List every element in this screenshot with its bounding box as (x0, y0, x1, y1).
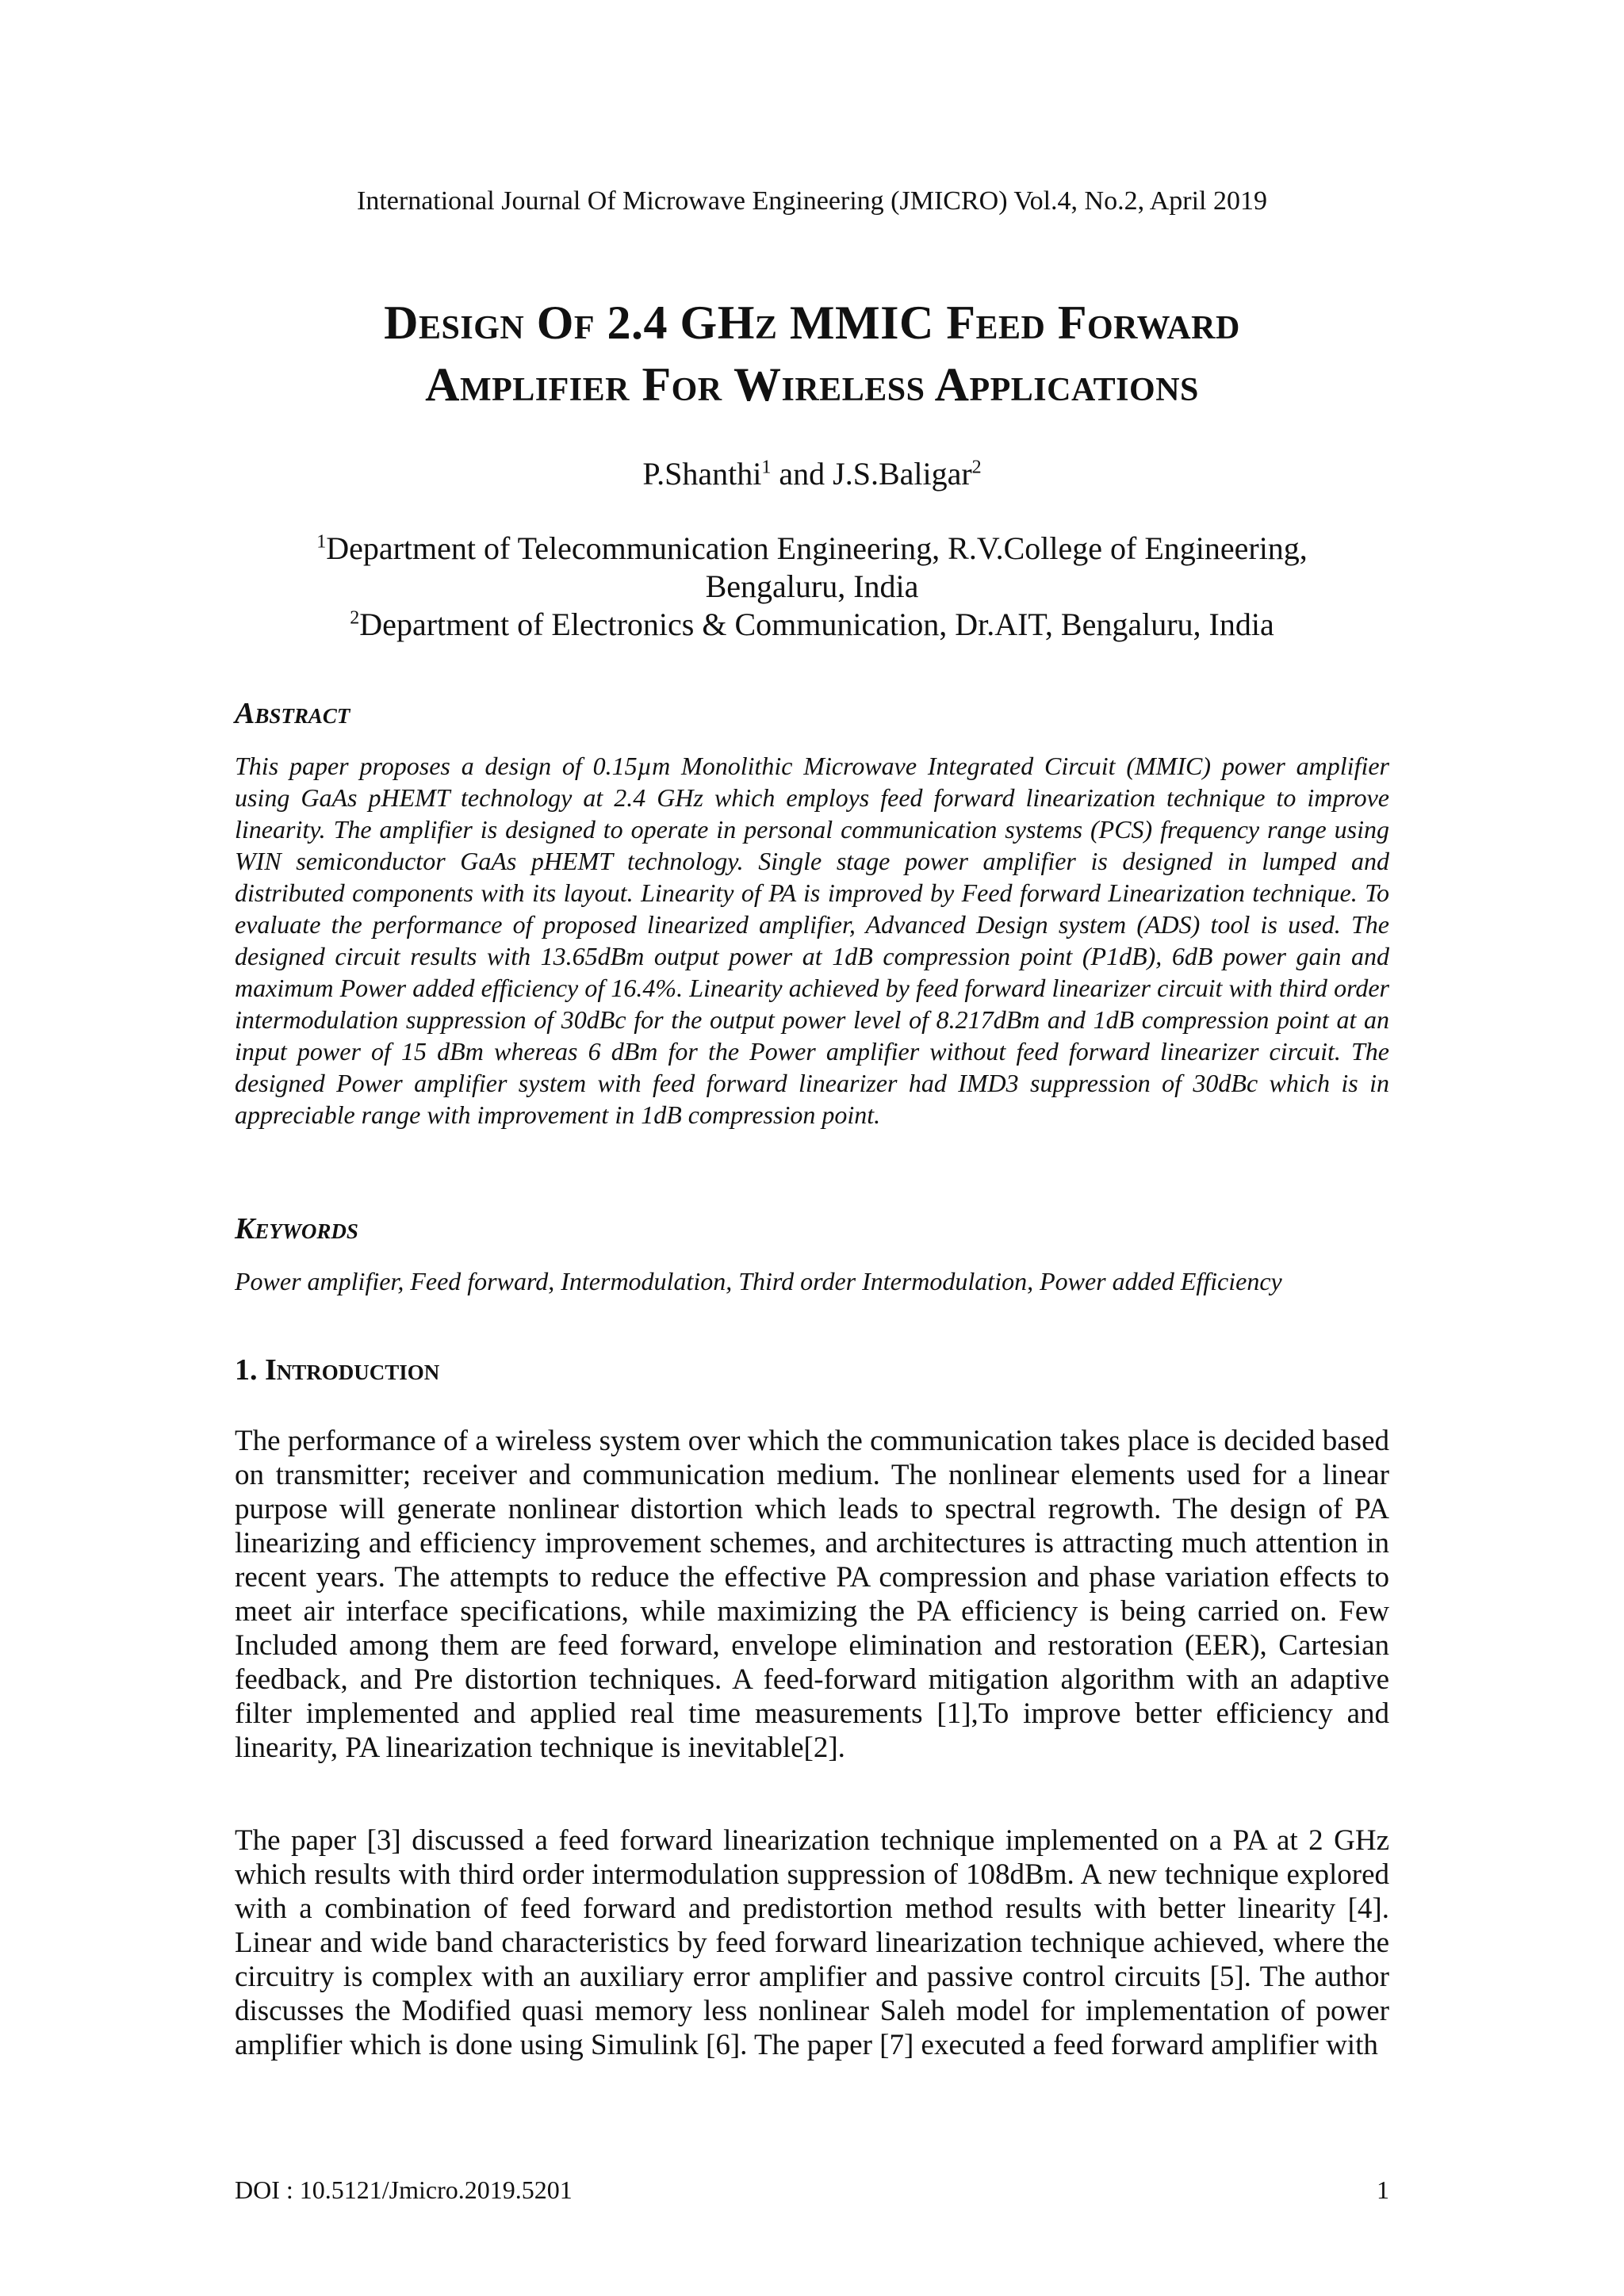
affiliation-2 (159, 606, 1465, 644)
affiliation-1-line-1 (159, 530, 1465, 568)
page-number: 1 (1377, 2175, 1389, 2204)
title-line-1: Design Of 2.4 GHz MMIC Feed Forward (384, 297, 1240, 349)
paper-title (159, 292, 1465, 415)
title-line-2: Amplifier For Wireless Applications (425, 358, 1199, 411)
affiliation-1-superscript: 1 (316, 531, 327, 553)
introduction-paragraph-1: The performance of a wireless system over which the communication takes place is decided based on transmitter; receiver and communication medium. The nonlinear elements used for a linear purpose will generate nonlinear distortion which leads to spectral regrowth. The design of PA linearizing and efficiency improvement schemes, and architectures is attracting much attention in recent years. The attempts to reduce the effective PA compression and phase variation effects to meet air interface specifications, while maximizing the PA efficiency is being carried on. Few Included among them are feed forward, envelope elimination and restoration (EER), Cartesian feedback, and Pre distortion techniques. A feed-forward mitigation algorithm with an adaptive filter implemented and applied real time measurements [1],To improve better efficiency and linearity, PA linearization technique is inevitable[2]. (235, 1425, 1389, 1764)
keywords-body: Power amplifier, Feed forward, Intermodulation, Third order Intermodulation, Power added Efficiency (235, 1267, 1282, 1295)
author-list (0, 453, 1624, 495)
affiliation-2-text: Department of Electronics & Communication, Dr.AIT, Bengaluru, India (359, 607, 1274, 642)
affiliation-2-superscript: 2 (350, 607, 360, 629)
journal-header: International Journal Of Microwave Engineering (JMICRO) Vol.4, No.2, April 2019 (357, 186, 1267, 216)
affiliation-1-line-2: Bengaluru, India (705, 568, 919, 604)
footer-doi: DOI : 10.5121/Jmicro.2019.5201 (235, 2175, 573, 2204)
affiliations (159, 530, 1465, 644)
author-2-superscript: 2 (971, 457, 982, 478)
introduction-paragraph-2: The paper [3] discussed a feed forward linearization technique implemented on a PA at 2 GHz which results with third order intermodulation suppression of 108dBm. A new technique explored with a combination of feed forward and predistortion method results with better linearity [4]. Linear and wide band characteristics by feed forward linearization technique achieved, where the circuitry is complex with an auxiliary error amplifier and passive control circuits [5]. The author discusses the Modified quasi memory less nonlinear Saleh model for implementation of power amplifier which is done using Simulink [6]. The paper [7] executed a feed forward amplifier with (235, 1824, 1389, 2061)
author-1: P.Shanthi (642, 456, 762, 492)
abstract-body: This paper proposes a design of 0.15µm Monolithic Microwave Integrated Circuit (MMIC) power amplifier using GaAs pHEMT technology at 2.4 GHz which employs feed forward linearization technique to improve linearity. The amplifier is designed to operate in personal communication systems (PCS) frequency range using WIN semiconductor GaAs pHEMT technology. Single stage power amplifier is designed in lumped and distributed components with its layout. Linearity of PA is improved by Feed forward Linearization technique. To evaluate the performance of proposed linearized amplifier, Advanced Design system (ADS) tool is used. The designed circuit results with 13.65dBm output power at 1dB compression point (P1dB), 6dB power gain and maximum Power added efficiency of 16.4%. Linearity achieved by feed forward linearizer circuit with third order intermodulation suppression of 30dBc for the output power level of 8.217dBm and 1dB compression point at an input power of 15 dBm whereas 6 dBm for the Power amplifier without feed forward linearizer circuit. The designed Power amplifier system with feed forward linearizer had IMD3 suppression of 30dBc which is in appreciable range with improvement in 1dB compression point. (235, 752, 1389, 1129)
keywords-heading: Keywords (235, 1212, 358, 1246)
abstract-heading: Abstract (235, 697, 350, 730)
affiliation-1-text: Department of Telecommunication Engineering, R.V.College of Engineering, (326, 530, 1308, 566)
author-1-superscript: 1 (761, 457, 772, 478)
introduction-heading: 1. Introduction (235, 1353, 440, 1387)
author-2: J.S.Baligar (833, 456, 972, 492)
author-connector: and (771, 456, 833, 492)
